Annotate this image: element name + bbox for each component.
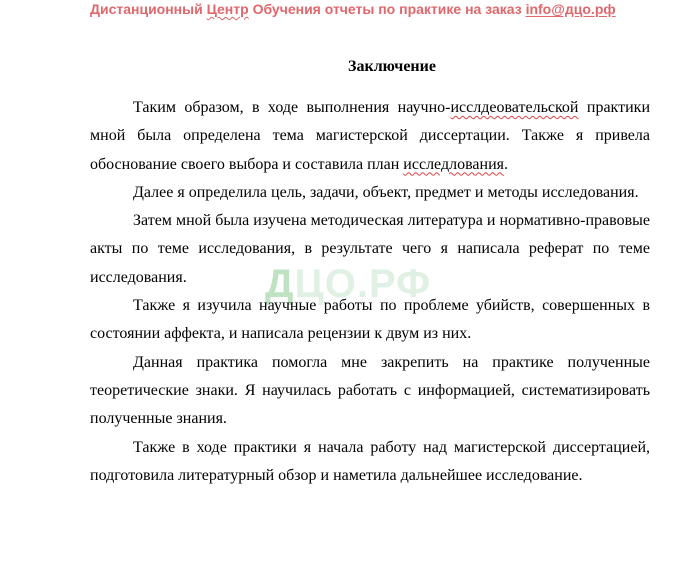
watermark-rest: ЦО.РФ	[294, 262, 432, 306]
header-center-word: Центр	[206, 1, 249, 17]
paragraph-1-part3: .	[504, 155, 508, 173]
paragraph-1-misspelled-word-2: исследлования	[403, 155, 504, 173]
paragraph-3: Затем мной была изучена методическая литература и нормативно-правовые акты по теме исследования, в результате чего я написала реферат по теме исследования.	[90, 212, 650, 286]
header-banner	[90, 0, 616, 18]
paragraph-1-misspelled-word-1: исслдеовательской	[450, 99, 579, 116]
header-middle: Обучения отчеты по практике на заказ	[252, 1, 522, 17]
document-title: Заключение	[348, 58, 436, 75]
paragraph-1	[90, 94, 650, 179]
paragraph-4: Также я изучила научные работы по проблеме убийств, совершенных в состоянии аффекта, и написала рецензии к двум из них.	[90, 297, 650, 343]
paragraph-1-part2: практики мной была определена тема магистерской диссертации. Также я привела обоснование своего выбора и составила план	[90, 99, 651, 173]
paragraph-5: Данная практика помогла мне закрепить на практике полученные теоретические знаки. Я научилась работать с информацией, систематизировать полученные знания.	[90, 353, 650, 428]
header-email-link[interactable]: info@дцо.рф	[525, 1, 616, 17]
watermark-first-letter: Д	[265, 262, 295, 306]
paragraph-2: Далее я определила цель, задачи, объект, предмет и методы исследования.	[133, 183, 639, 201]
header-prefix: Дистанционный	[90, 1, 203, 17]
paragraph-6: Также в ходе практики я начала работу над магистерской диссертацией, подготовила литературный обзор и наметила дальнейшее исследование.	[90, 438, 650, 484]
document-body	[90, 94, 650, 490]
paragraph-1-part1: Таким образом, в ходе выполнения научно-	[133, 99, 451, 116]
